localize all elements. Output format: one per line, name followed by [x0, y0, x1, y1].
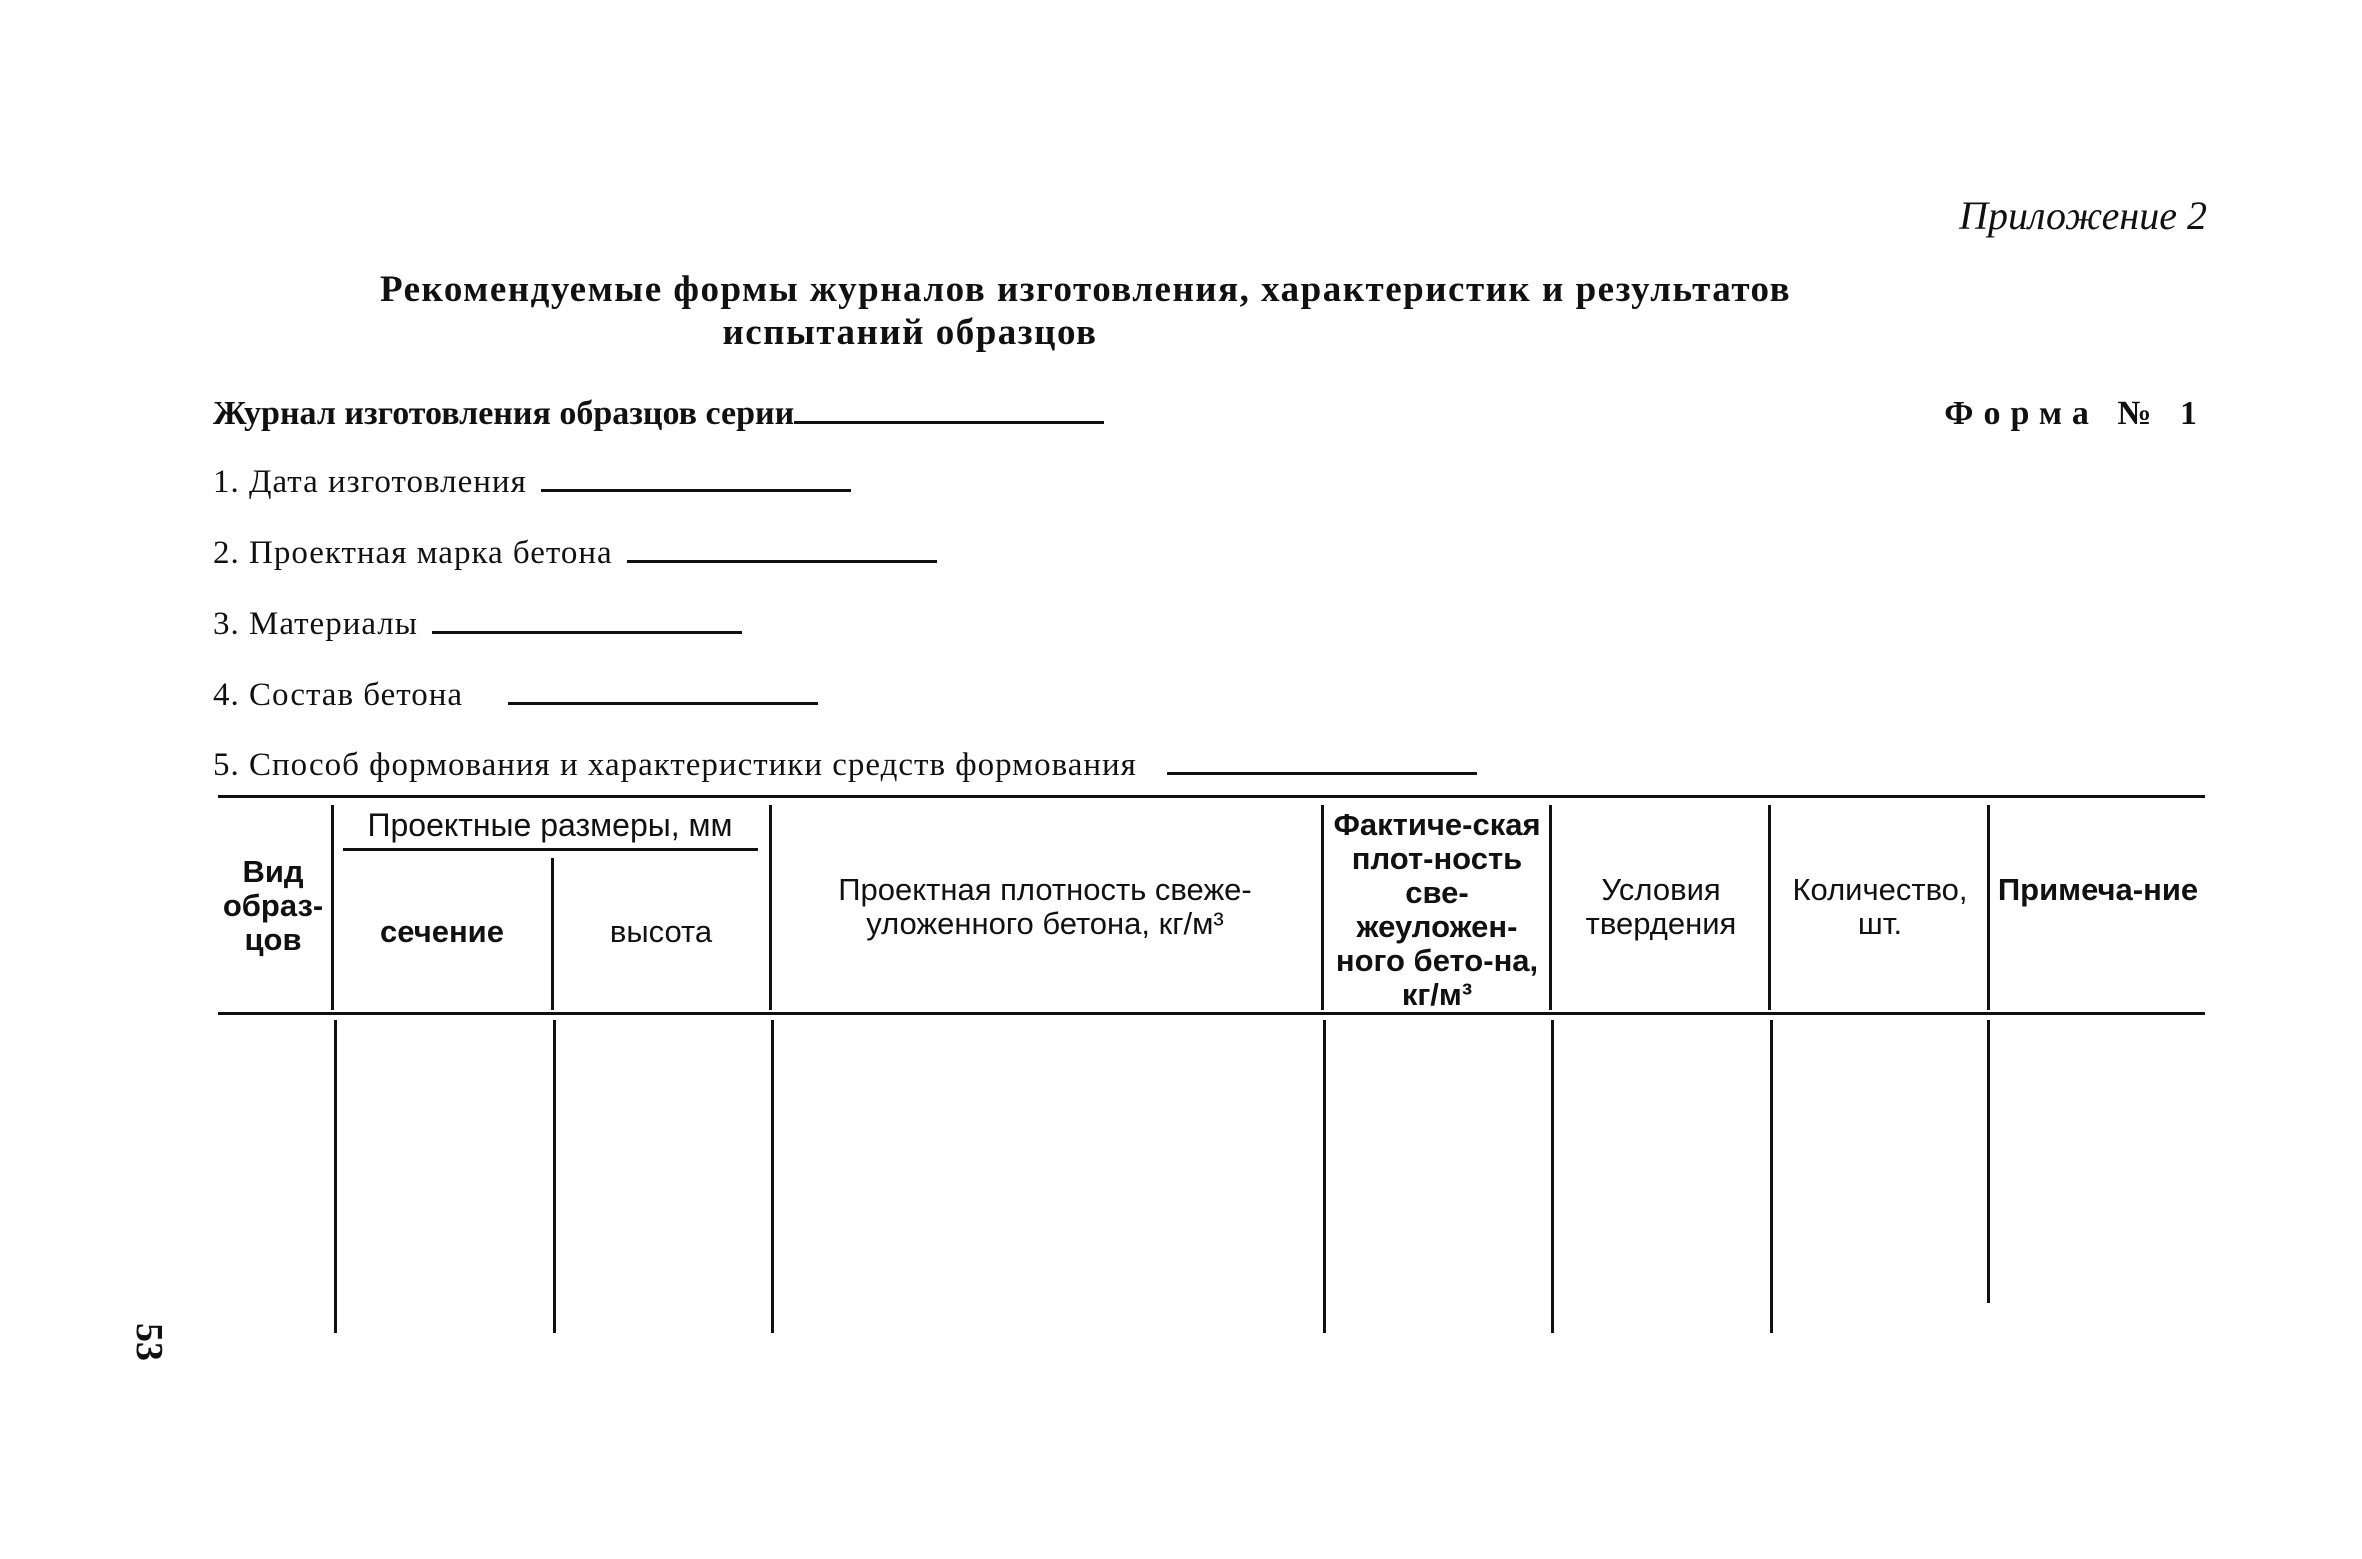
forming-blank-field[interactable] — [1167, 748, 1477, 775]
title-line-1: Рекомендуемые формы журналов изготовления, характеристик и результатов — [380, 269, 1792, 310]
column-divider — [1321, 805, 1324, 1010]
item-label: 1. Дата изготовления — [213, 464, 527, 500]
header-height: высота — [609, 914, 713, 949]
materials-blank-field[interactable] — [432, 607, 742, 634]
column-divider — [1549, 805, 1552, 1010]
body-column-line — [1551, 1020, 1554, 1333]
table-top-rule — [218, 795, 2205, 798]
item-manufacture-date — [213, 464, 851, 501]
header-actual-density: Фактиче-ская плот-ность све-жеуложен-ного бето-на, кг/м³ — [1333, 807, 1541, 1012]
body-column-line — [334, 1020, 337, 1333]
mix-blank-field[interactable] — [508, 678, 818, 705]
journal-heading — [213, 395, 1104, 433]
item-label: 5. Способ формования и характеристики средств формования — [213, 747, 1137, 783]
header-quantity: Количество, шт. — [1792, 872, 1968, 941]
body-column-line — [553, 1020, 556, 1333]
body-column-line — [1323, 1020, 1326, 1333]
table-header-rule — [218, 1012, 2205, 1015]
item-label: 2. Проектная марка бетона — [213, 535, 613, 571]
item-materials — [213, 606, 742, 643]
item-concrete-grade — [213, 535, 937, 572]
grade-blank-field[interactable] — [627, 536, 937, 563]
item-label: 3. Материалы — [213, 606, 418, 642]
page-number: 53 — [128, 1323, 170, 1361]
column-divider — [331, 805, 334, 1010]
series-blank-field[interactable] — [794, 395, 1104, 424]
item-label: 4. Состав бетона — [213, 677, 464, 713]
header-design-density: Проектная плотность свеже-уложенного бетона, кг/м³ — [838, 872, 1252, 941]
header-section: сечение — [380, 914, 504, 949]
document-title — [380, 268, 1792, 354]
header-note: Примеча-ние — [1997, 872, 2199, 907]
form-number: Форма № 1 — [1944, 395, 2207, 432]
title-line-2: испытаний образцов — [722, 312, 1098, 353]
date-blank-field[interactable] — [541, 465, 851, 492]
column-divider — [551, 858, 554, 1010]
column-divider — [769, 805, 772, 1010]
item-forming-method — [213, 747, 1477, 784]
column-divider — [1768, 805, 1771, 1010]
item-concrete-mix — [213, 677, 818, 714]
header-design-dimensions: Проектные размеры, мм — [367, 807, 733, 843]
dims-underline — [343, 848, 758, 851]
body-column-line — [1770, 1020, 1773, 1333]
body-column-line — [1987, 1020, 1990, 1303]
column-divider — [1987, 805, 1990, 1010]
journal-label: Журнал изготовления образцов серии — [213, 395, 795, 432]
header-curing-conditions: Условия твердения — [1585, 872, 1737, 941]
body-column-line — [771, 1020, 774, 1333]
header-sample-type: Вид образ-цов — [222, 854, 324, 957]
appendix-label: Приложение 2 — [1959, 193, 2207, 238]
